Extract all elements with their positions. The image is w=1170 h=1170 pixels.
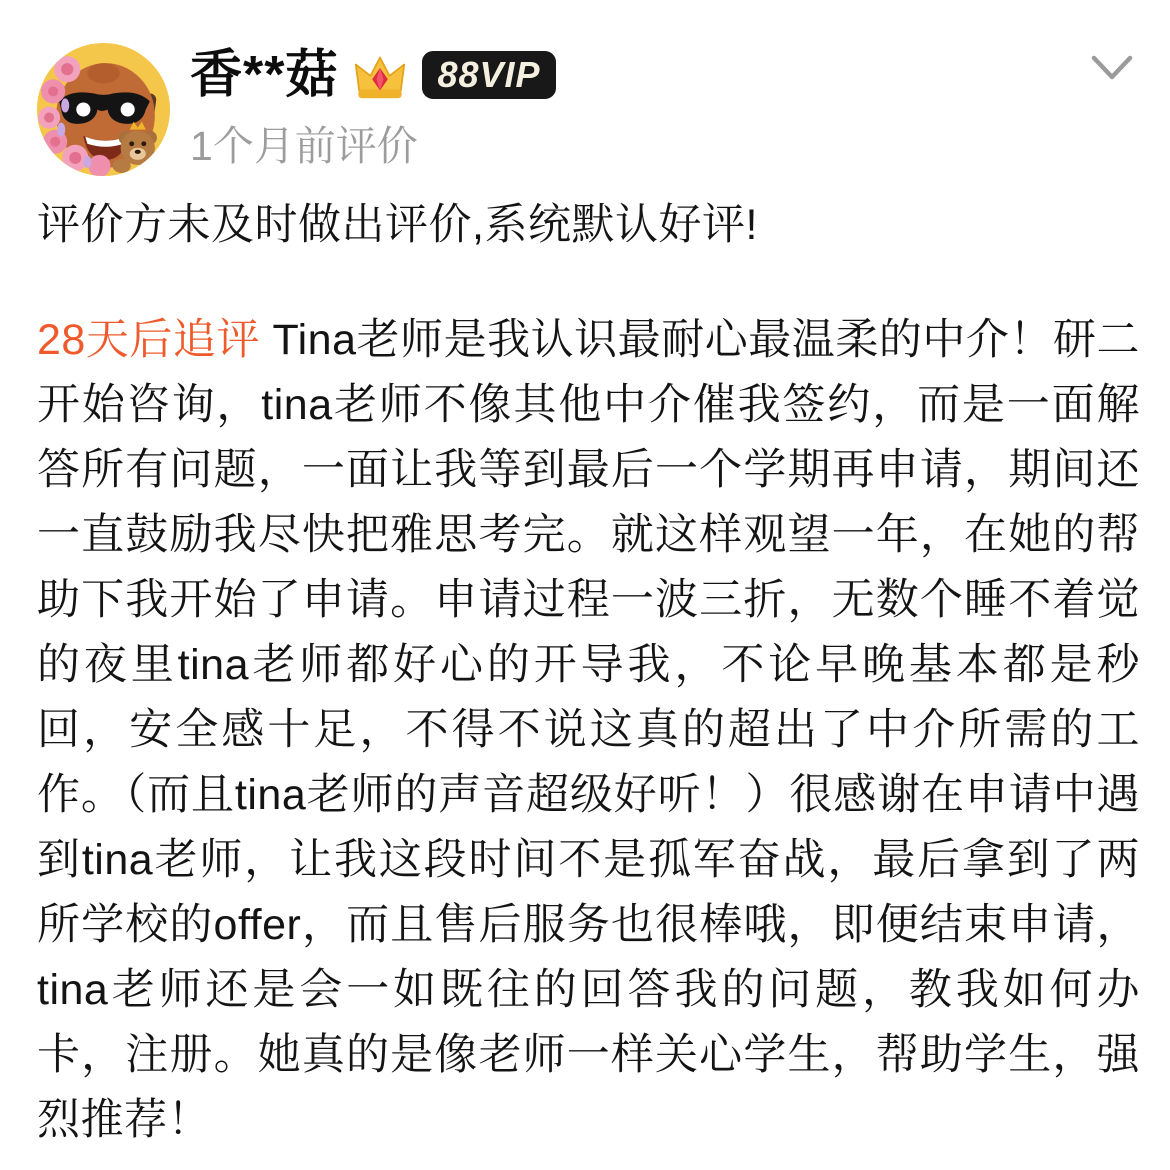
user-name-row [190,46,556,104]
avatar-image [37,43,170,176]
followup-text: Tina老师是我认识最耐心最温柔的中介！研二开始咨询，tina老师不像其他中介催我签约，而是一面解答所有问题，一面让我等到最后一个学期再申请，期间还一直鼓励我尽快把雅思考完。就这样观望一年，在她的帮助下我开始了申请。申请过程一波三折，无数个睡不着觉的夜里tina老师都好心的开导我，不论早晚基本都是秒回，安全感十足，不得不说这真的超出了中介所需的工作。（而且tina老师的声音超级好听！）很感谢在申请中遇到tina老师，让我这段时间不是孤军奋战，最后拿到了两所学校的offer，而且售后服务也很棒哦，即便结束申请，tina老师还是会一如既往的回答我的问题，教我如何办卡，注册。她真的是像老师一样关心学生，帮助学生，强烈推荐！ [37,316,1140,1144]
vip-badge: 88VIP [422,51,555,99]
review-header [0,0,1170,190]
collapse-button[interactable] [1088,48,1136,88]
chevron-down-icon [1091,55,1133,81]
default-review-text: 评价方未及时做出评价,系统默认好评! [37,201,758,249]
crown-icon [354,54,406,101]
followup-tag: 28天后追评 [37,316,260,364]
review-timestamp: 1个月前评价 [190,123,418,169]
followup-review [37,308,1140,1153]
user-avatar[interactable] [37,43,170,176]
username: 香**菇 [190,46,339,104]
